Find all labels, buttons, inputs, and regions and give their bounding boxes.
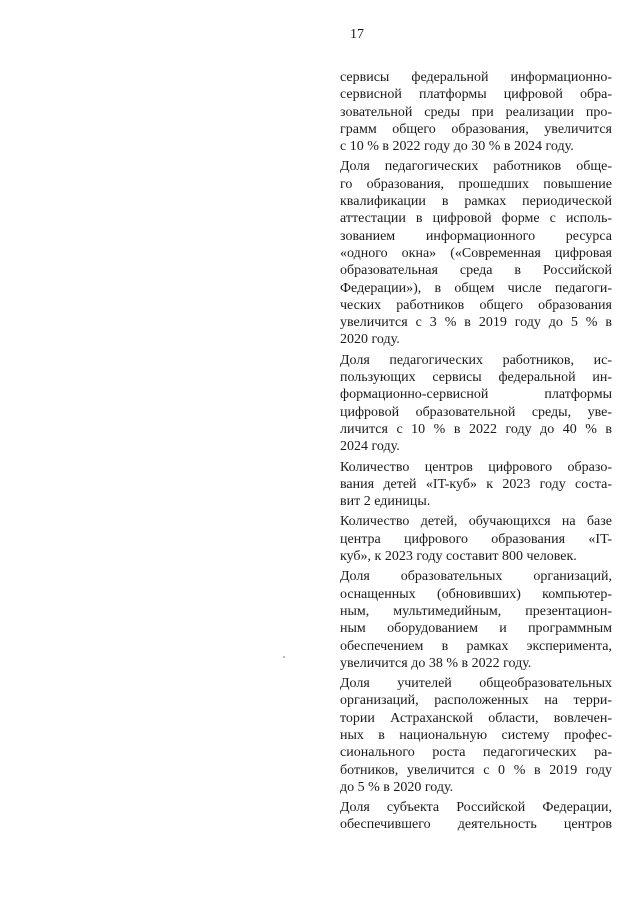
paragraph-equipped-organizations — [340, 568, 612, 672]
text-line: образовательная среда в Российской — [340, 263, 612, 279]
paragraph-digital-platform-services — [340, 69, 612, 155]
page-number: 17 — [350, 27, 364, 42]
text-line: куб», к 2023 году составит 800 человек. — [340, 549, 577, 565]
paragraph-federation-subject-share — [340, 799, 612, 834]
text-line: увеличится до 38 % в 2022 году. — [340, 655, 532, 671]
text-line: го образования, прошедших повышение — [340, 176, 612, 192]
text-line: обеспечением в рамках эксперимента, — [340, 638, 612, 654]
text-line: сервисной платформы цифровой обра- — [340, 87, 612, 103]
text-column — [340, 69, 612, 837]
text-line: вания детей «IT-куб» к 2023 году соста- — [340, 476, 612, 492]
text-line: личится с 10 % в 2022 году до 40 % в — [340, 421, 612, 437]
text-line: Доля образовательных организаций, — [340, 569, 612, 585]
text-line: до 5 % в 2020 году. — [340, 779, 454, 795]
paragraph-teachers-growth-system — [340, 675, 612, 796]
text-line: формационно-сервисной платформы — [340, 387, 612, 403]
text-line: организаций, расположенных на терри- — [340, 693, 612, 709]
text-line: увеличится с 3 % в 2019 году до 5 % в — [340, 315, 612, 331]
text-line: ных в национальную систему профес- — [340, 727, 612, 743]
text-line: 2020 году. — [340, 332, 400, 348]
text-line: пользующих сервисы федеральной ин- — [340, 370, 612, 386]
text-line: зовательной среды при реализации про- — [340, 104, 612, 120]
text-line: Доля педагогических работников обще- — [340, 159, 612, 175]
text-line: оснащенных (обновивших) компьютер- — [340, 586, 612, 602]
text-line: обеспечившего деятельность центров — [340, 817, 612, 833]
paragraph-it-cube-centers — [340, 459, 612, 511]
text-line: с 10 % в 2022 году до 30 % в 2024 году. — [340, 139, 574, 155]
paragraph-teachers-using-platform — [340, 352, 612, 456]
text-line: сервисы федеральной информационно- — [340, 70, 612, 85]
text-line: ным оборудованием и программным — [340, 621, 612, 637]
text-line: Федерации»), в общем числе педагоги- — [340, 280, 612, 296]
text-line: квалификации в рамках периодической — [340, 194, 612, 210]
scan-speck — [283, 656, 285, 658]
text-line: ческих работников общего образования — [340, 297, 612, 313]
text-line: зованием информационного ресурса — [340, 228, 612, 244]
text-line: центра цифрового образования «IT- — [340, 531, 612, 547]
text-line: тории Астраханской области, вовлечен- — [340, 710, 612, 726]
text-line: Количество детей, обучающихся на базе — [340, 514, 612, 530]
paragraph-teacher-qualification — [340, 158, 612, 348]
text-line: Доля субъекта Российской Федерации, — [340, 800, 612, 816]
text-line: аттестации в цифровой форме с исполь- — [340, 211, 612, 227]
text-line: Доля учителей общеобразовательных — [340, 676, 612, 692]
text-line: 2024 году. — [340, 439, 400, 455]
text-line: «одного окна» («Современная цифровая — [340, 245, 612, 261]
text-line: Доля педагогических работников, ис- — [340, 352, 612, 368]
paragraph-it-cube-children — [340, 513, 612, 565]
text-line: вит 2 единицы. — [340, 494, 431, 510]
text-line: ным, мультимедийным, презентацион- — [340, 603, 612, 619]
text-line: сионального роста педагогических ра- — [340, 745, 612, 761]
text-line: грамм общего образования, увеличится — [340, 121, 612, 137]
text-line: ботников, увеличится с 0 % в 2019 году — [340, 762, 612, 778]
text-line: цифровой образовательной среды, уве- — [340, 404, 612, 420]
text-line: Количество центров цифрового образо- — [340, 459, 612, 475]
